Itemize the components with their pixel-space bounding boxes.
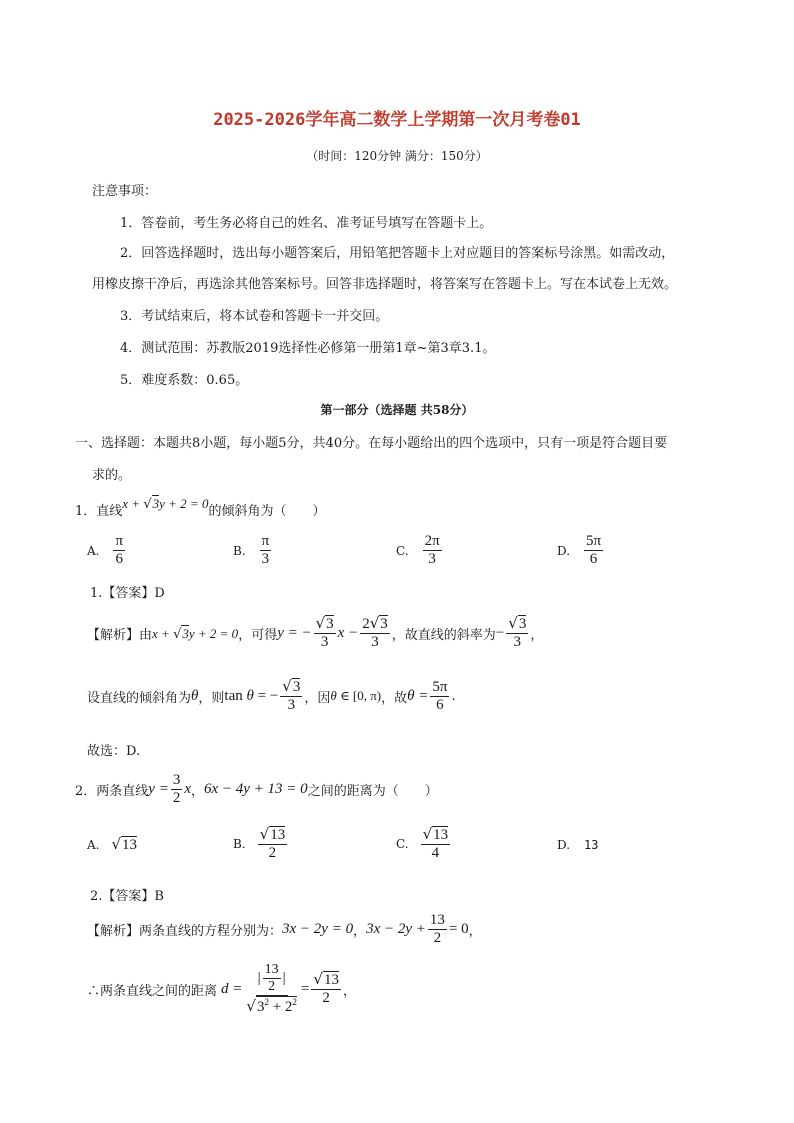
q1-analysis-line1: 【解析】由 x + √3y + 2 = 0 ，可得 y = − $\frac{√3}{3}$ x − $\frac{2√3}{3}$ ，故直线的斜率为 − $\frac{√3}{3}$ ， bbox=[87, 614, 544, 651]
q1-conclusion: 故选：D. bbox=[87, 744, 141, 759]
q2-option-c: C. $\frac{√13}{4}$ bbox=[396, 825, 449, 862]
note-item-2-cont: 用橡皮擦干净后，再选涂其他答案标号。回答非选择题时，将答案写在答题卡上。写在本试卷上无效。 bbox=[92, 277, 678, 292]
q2-distance-line: ∴两条直线之间的距离 d = | $\frac{13}{2}$ | $√3^2 + 2^2$ = $\frac{√13}{2}$ ， bbox=[87, 962, 356, 1016]
question-1 bbox=[75, 496, 326, 519]
note-item-4: 4．测试范围：苏教版2019选择性必修第一册第1章~第3章3.1。 bbox=[120, 341, 496, 356]
question-1-suffix: 的倾斜角为（ ） bbox=[208, 504, 326, 519]
q1-option-b: B. $\frac{\pi}{3}$ bbox=[233, 533, 270, 568]
question-1-equation: x + √3y + 2 = 0 bbox=[122, 496, 209, 512]
notes-heading: 注意事项： bbox=[92, 184, 158, 199]
q2-option-a: A. √13 bbox=[87, 835, 138, 853]
page-title: 2025-2026学年高二数学上学期第一次月考卷01 bbox=[213, 110, 581, 130]
q1-option-a: A. $\frac{\pi}{6}$ bbox=[87, 533, 124, 568]
q1-analysis-line2: 设直线的倾斜角为 θ ，则 tan θ = − $\frac{√3}{3}$ ，因 θ ∈ [0, π) ，故 θ = $\frac{5\pi}{6}$ . bbox=[87, 677, 456, 714]
note-item-5: 5．难度系数：0.65。 bbox=[120, 373, 249, 388]
q1-option-d: D. $\frac{5\pi}{6}$ bbox=[557, 533, 602, 568]
part-title: 第一部分（选择题 共58分） bbox=[320, 403, 474, 417]
note-item-3: 3．考试结束后，将本试卷和答题卡一并交回。 bbox=[120, 309, 389, 324]
q2-answer: 2.【答案】B bbox=[90, 889, 164, 904]
question-2: 2．两条直线 y = $\frac{3}{2}$ x ， 6x − 4y + 13 = 0 之间的距离为（ ） bbox=[75, 772, 438, 807]
q2-option-d: D. 13 bbox=[557, 838, 599, 852]
q2-analysis-line1: 【解析】两条直线的方程分别为： 3x − 2y = 0 ， 3x − 2y + $\frac{13}{2}$ = 0 ， bbox=[87, 912, 482, 947]
q1-answer: 1.【答案】D bbox=[90, 586, 165, 601]
section-instruction: 一、选择题：本题共8小题，每小题5分，共40分。在每小题给出的四个选项中，只有一项是符合题目要 bbox=[75, 436, 668, 451]
section-instruction-cont: 求的。 bbox=[92, 468, 132, 483]
question-1-prefix: 1．直线 bbox=[75, 504, 123, 519]
note-item-1: 1．答卷前，考生务必将自己的姓名、准考证号填写在答题卡上。 bbox=[120, 216, 493, 231]
q1-option-c: C. $\frac{2\pi}{3}$ bbox=[396, 533, 440, 568]
note-item-2: 2．回答选择题时，选出每小题答案后，用铅笔把答题卡上对应题目的答案标号涂黑。如需改动， bbox=[120, 246, 675, 261]
q2-option-b: B. $\frac{√13}{2}$ bbox=[233, 825, 286, 862]
exam-time-info: （时间：120分钟 满分：150分） bbox=[306, 149, 488, 163]
